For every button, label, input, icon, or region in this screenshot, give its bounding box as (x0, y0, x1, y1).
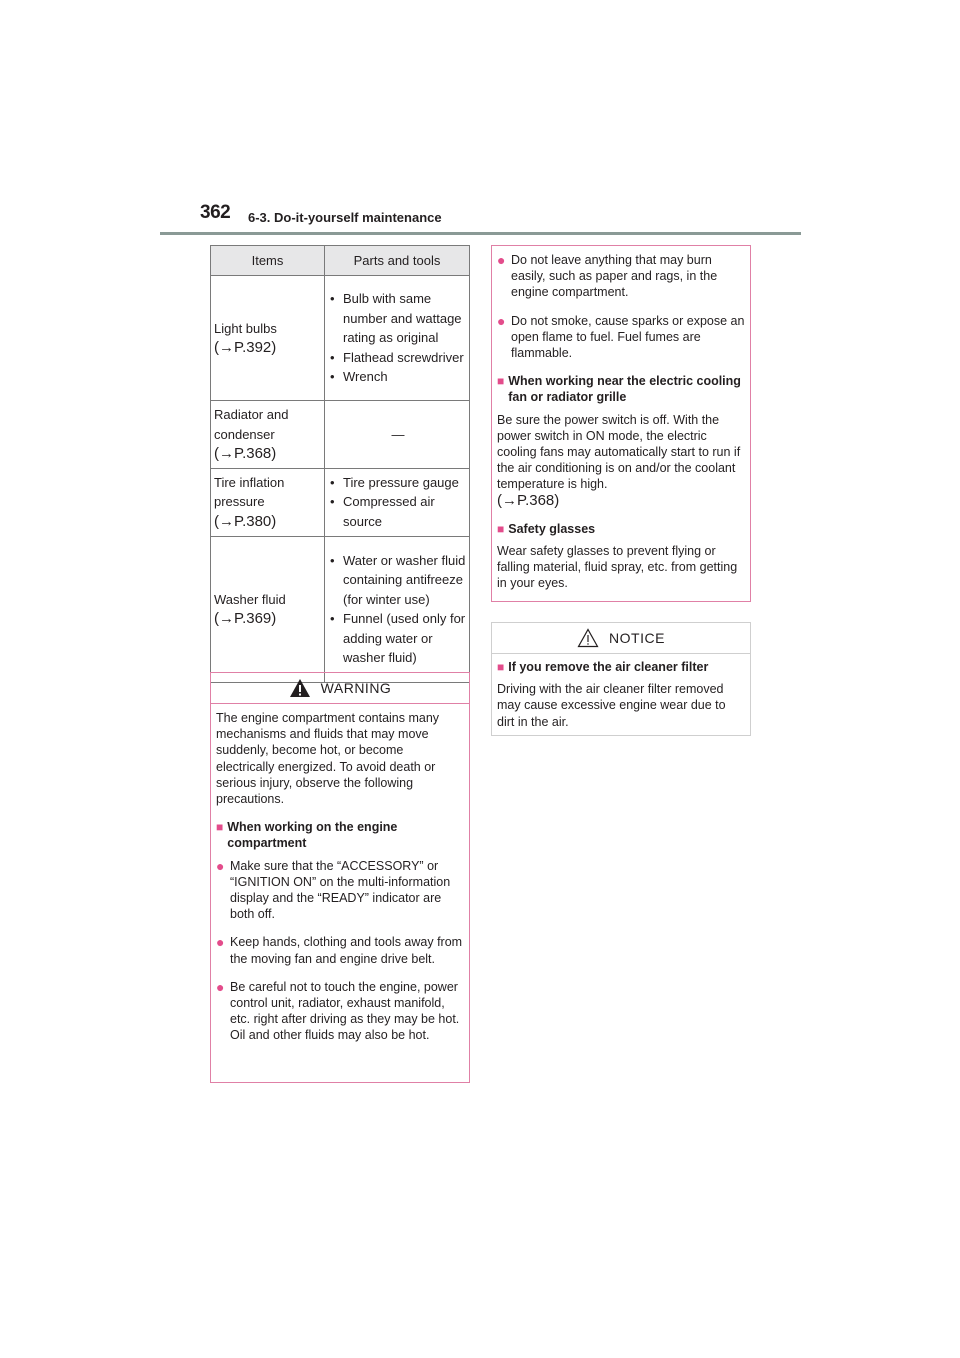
item-name: Radiator and condenser (214, 407, 289, 442)
empty-dash: — (391, 426, 405, 442)
bullet-text: Do not smoke, cause sparks or expose an open flame to fuel. Fuel fumes are flammable. (511, 313, 745, 361)
page-ref: (→P.368) (214, 445, 277, 462)
section-title: 6-3. Do-it-yourself maintenance (248, 210, 442, 225)
table-row (211, 536, 470, 682)
notice-text: Driving with the air cleaner filter removed may cause excessive engine wear due to dirt in the air. (497, 682, 726, 729)
notice-heading (497, 659, 745, 675)
tools-table (210, 245, 470, 683)
warning-bullet (216, 979, 464, 1044)
warning-paragraph: Wear safety glasses to prevent flying or falling material, fluid spray, etc. from getting in your eyes. (497, 544, 738, 591)
notice-body (492, 654, 750, 730)
item-cell (211, 401, 325, 469)
warning-intro: The engine compartment contains many mechanisms and fluids that may move suddenly, become hot, or become electrically energized. To avoid death or serious injury, observe the following precautions. (216, 711, 440, 807)
list-item: • Bulb with same number and wattage rating as original (330, 289, 466, 348)
bullet-text: Make sure that the “ACCESSORY” or “IGNITION ON” on the multi-information display and the “READY” indicator are both off. (230, 858, 451, 922)
item-name: Washer fluid (214, 591, 286, 607)
warning-bullet (216, 934, 464, 966)
warning-bullet (497, 252, 745, 301)
warning-heading (497, 373, 745, 405)
notice-box (491, 622, 751, 736)
tools-cell (325, 276, 470, 401)
heading-text: Safety glasses (508, 521, 596, 536)
square-bullet-icon: ■ (497, 521, 505, 536)
header-items: Items (211, 246, 325, 276)
header-rule (160, 232, 801, 235)
item-cell (211, 276, 325, 401)
square-bullet-icon: ■ (497, 374, 505, 389)
circle-bullet-icon: ● (216, 857, 225, 874)
circle-bullet-icon: ● (497, 312, 506, 329)
warning-box (210, 672, 470, 1083)
item-name: Light bulbs (214, 320, 277, 336)
list-item: • Tire pressure gauge (330, 473, 466, 493)
warning-heading (497, 521, 745, 537)
warning-triangle-icon (289, 678, 311, 698)
heading-text: If you remove the air cleaner filter (508, 660, 709, 674)
tools-cell (325, 401, 470, 469)
table-row (211, 401, 470, 469)
page-number: 362 (200, 202, 231, 223)
list-item: • Wrench (330, 367, 466, 387)
warning-title-bar (211, 673, 469, 704)
paragraph-text: Be sure the power switch is off. With the power switch in ON mode, the electric cooling fans may automatically start to run if the air conditioning is on and/or the coolant temperature is high. (497, 412, 741, 492)
circle-bullet-icon: ● (216, 978, 225, 995)
list-item: • Water or washer fluid containing antifreeze (for winter use) (330, 551, 466, 610)
warning-body (211, 704, 469, 1044)
tools-cell (325, 468, 470, 536)
circle-bullet-icon: ● (497, 252, 506, 268)
tools-list (330, 289, 466, 387)
table-row (211, 468, 470, 536)
notice-title: NOTICE (609, 629, 665, 646)
tools-list (330, 551, 466, 668)
tools-list (330, 473, 466, 532)
header-parts-tools: Parts and tools (325, 246, 470, 276)
item-cell (211, 536, 325, 682)
warning-bullet (497, 313, 745, 362)
warning-bullet (216, 858, 464, 923)
circle-bullet-icon: ● (216, 934, 225, 951)
table-row (211, 276, 470, 401)
bullet-text: Be careful not to touch the engine, power control unit, radiator, exhaust manifold, etc. right after driving as they may be hot. Oil and other fluids may also be hot. (230, 979, 460, 1043)
bullet-text: Do not leave anything that may burn easily, such as paper and rags, in the engine compartment. (511, 253, 718, 300)
page-ref: (→P.369) (214, 610, 277, 627)
heading-text: When working on the engine compartment (227, 820, 398, 851)
warning-heading (216, 819, 464, 851)
warning-title: WARNING (320, 679, 392, 696)
list-item: • Compressed air source (330, 492, 466, 531)
warning-continuation-body (492, 246, 750, 592)
page-ref: (→P.392) (214, 339, 277, 356)
heading-text: When working near the electric cooling fan or radiator grille (508, 374, 741, 405)
page-ref: (→P.368) (497, 491, 560, 509)
page-ref: (→P.380) (214, 512, 277, 530)
square-bullet-icon: ■ (497, 660, 505, 674)
bullet-text: Keep hands, clothing and tools away from the moving fan and engine drive belt. (230, 935, 463, 966)
notice-title-bar (492, 623, 750, 654)
item-cell (211, 468, 325, 536)
square-bullet-icon: ■ (216, 820, 224, 835)
warning-paragraph (497, 412, 745, 509)
list-item: • Funnel (used only for adding water or washer fluid) (330, 609, 466, 668)
caution-triangle-icon (577, 628, 599, 648)
tools-cell (325, 536, 470, 682)
item-name: Tire inflation pressure (214, 474, 285, 510)
list-item: • Flathead screwdriver (330, 348, 466, 368)
table-header-row (211, 246, 470, 276)
warning-continuation-box (491, 245, 751, 602)
